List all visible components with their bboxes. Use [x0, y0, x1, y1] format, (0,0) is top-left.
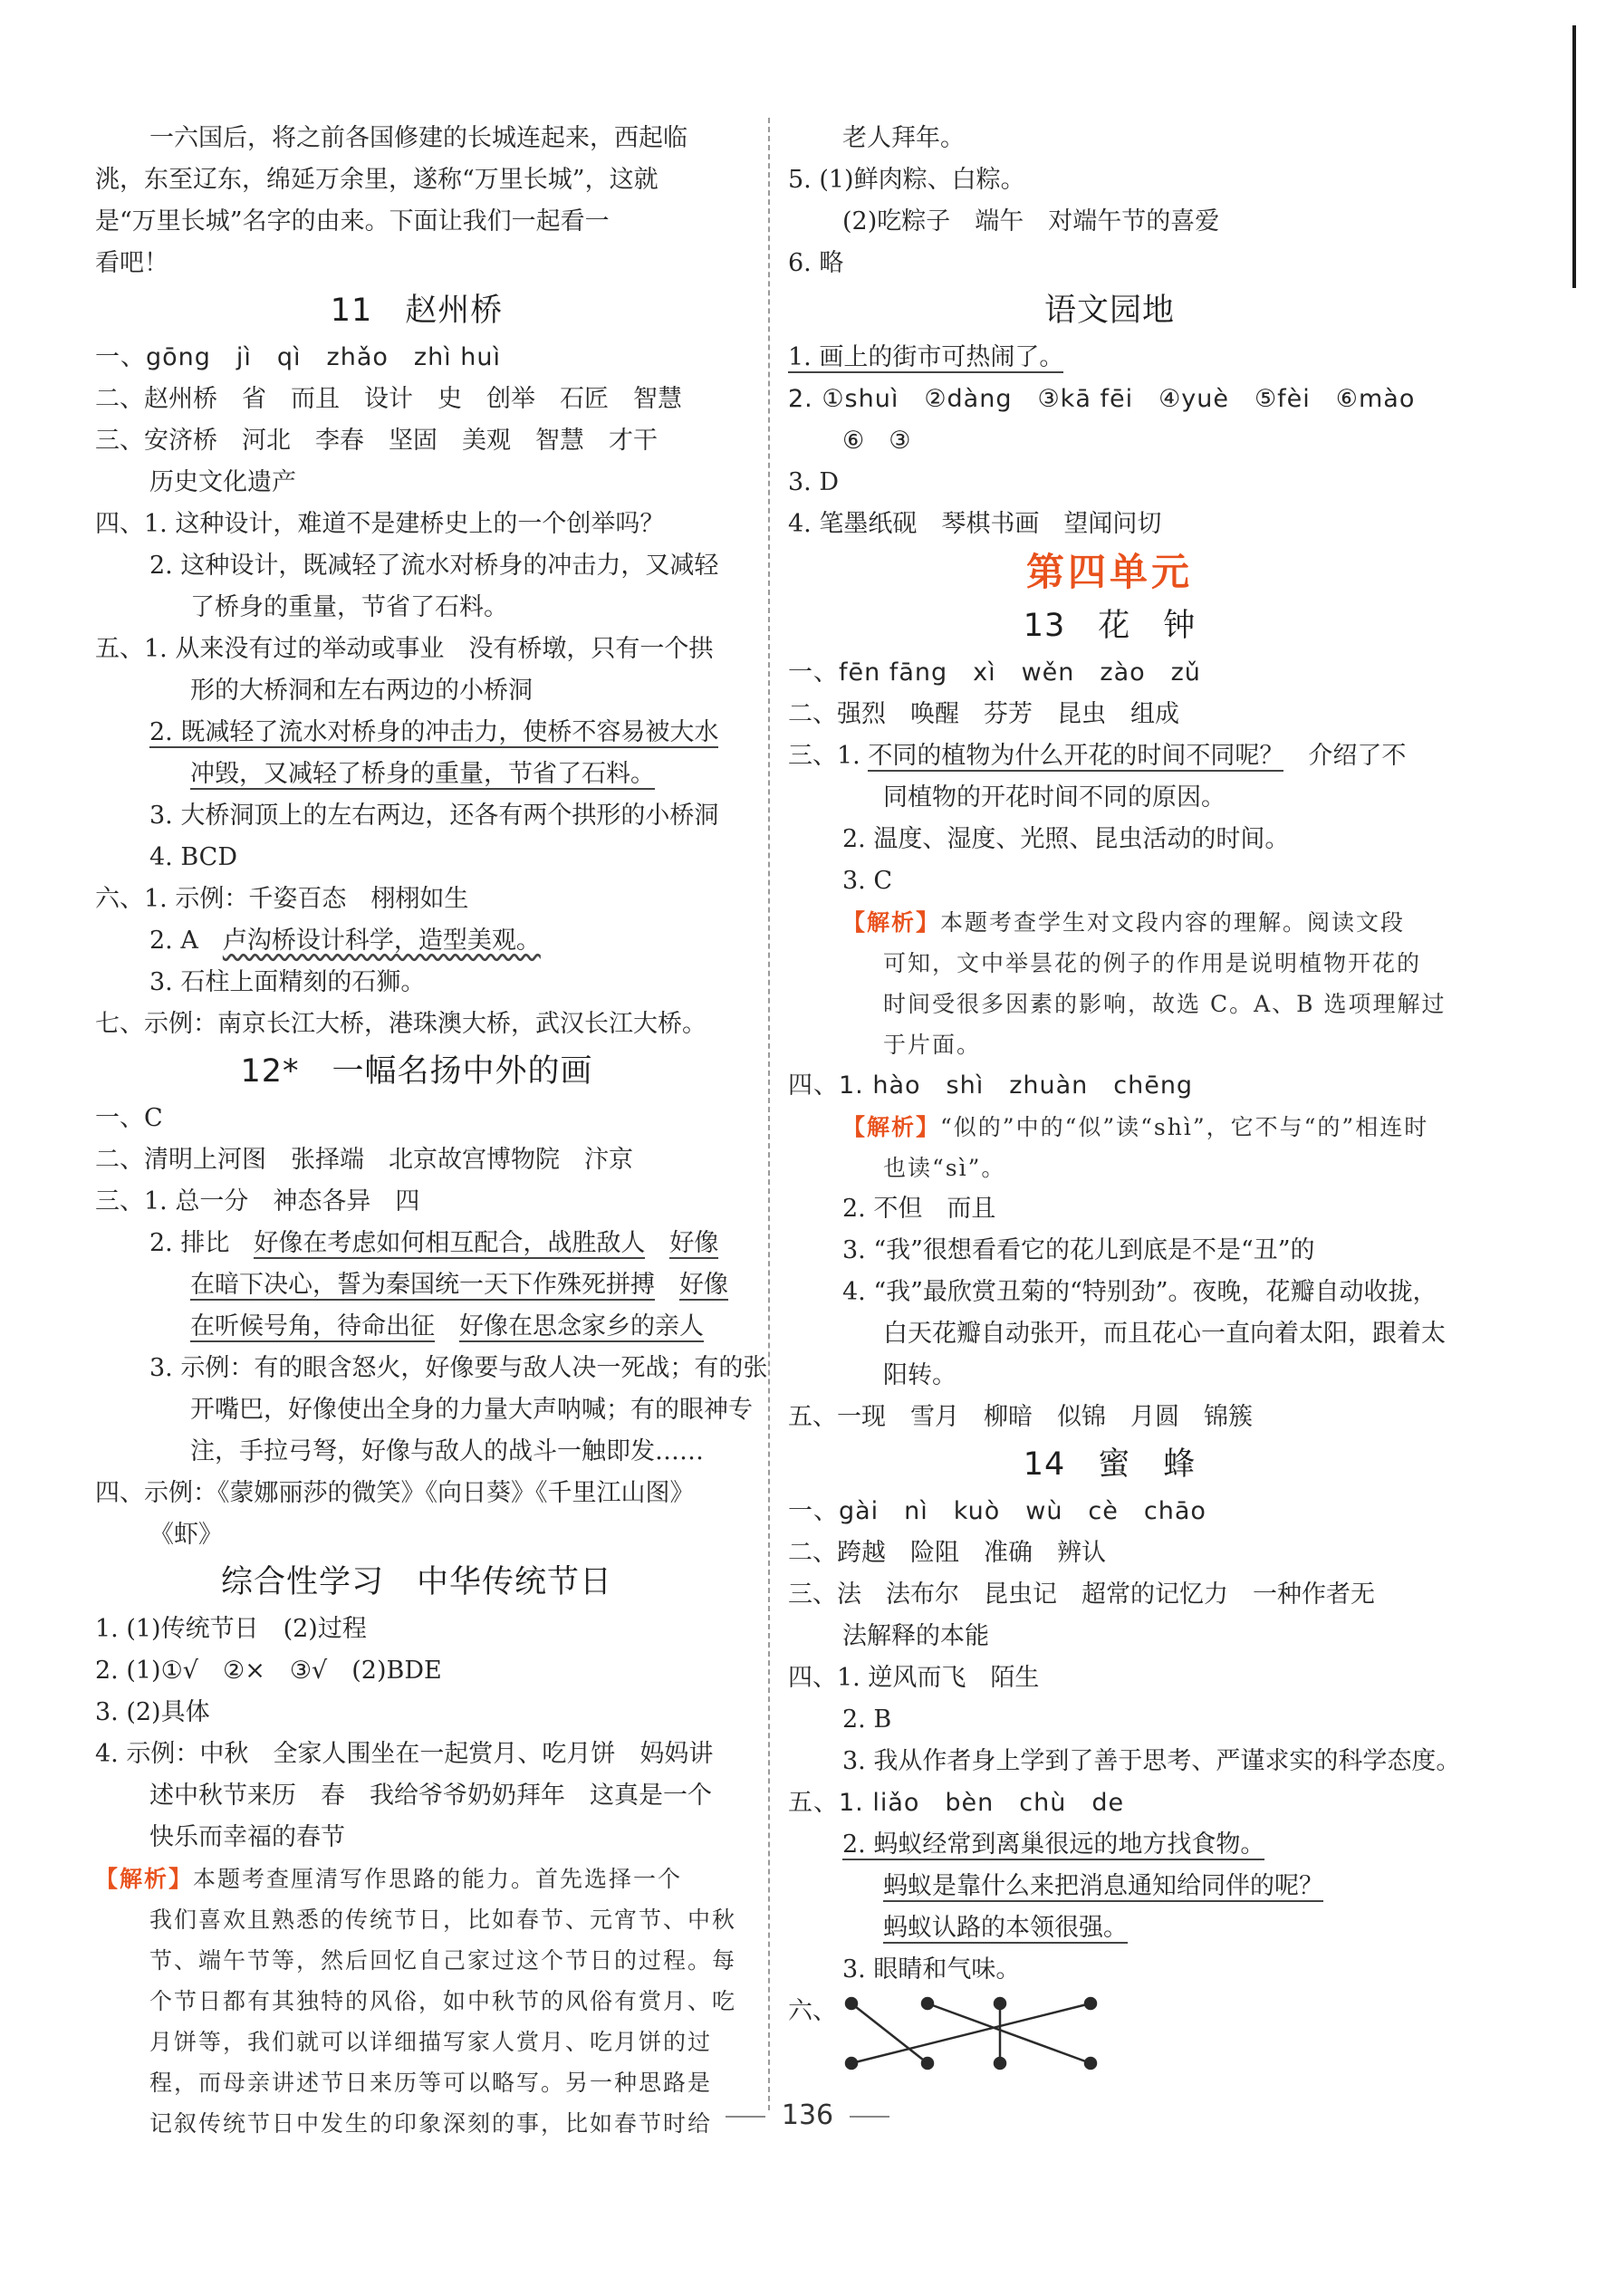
- l12-q3-2c: [95, 1306, 738, 1348]
- l11-q5-2b: [95, 754, 738, 795]
- underlined-answer: 好像在思念家乡的亲人: [459, 1312, 704, 1340]
- underlined-answer: 好像: [679, 1271, 728, 1299]
- l12-q1: 一、C: [95, 1104, 163, 1132]
- left-column: [95, 118, 768, 2144]
- analysis-text: 本题考查学生对文段内容的理解。阅读文段: [940, 909, 1406, 936]
- l14-q5-2b: [788, 1866, 1431, 1907]
- comp-analysis-line: 程，而母亲讲述节日来历等可以略写。另一种思路是: [149, 2070, 713, 2096]
- l13-q4-1: 四、1. hào shì zhuàn chēng: [788, 1071, 1194, 1100]
- yw-q2: 2. ①shuì ②dàng ③kā fēi ④yuè ⑤fèi ⑥mào: [788, 385, 1416, 413]
- lesson-11-title: 11 赵州桥: [330, 293, 504, 329]
- comp-analysis-line: 月饼等，我们就可以详细描写家人赏月、吃月饼的过: [149, 2029, 713, 2055]
- r-q5-1: 5. (1)鲜肉粽、白粽。: [788, 166, 1025, 194]
- analysis-tag: 【解析】: [95, 1866, 194, 1892]
- l14-q5-3: 3. 眼睛和气味。: [842, 1955, 1021, 1984]
- r-q6: 6. 略: [788, 249, 844, 277]
- l14-q2: 二、跨越 险阻 准确 辨认: [788, 1539, 1106, 1567]
- matching-dot: [922, 2058, 933, 2069]
- underlined-answer: 不同的植物为什么开花的时间不同呢？: [868, 742, 1284, 770]
- q6-2-label: 2. A: [149, 927, 223, 955]
- l14-q4-2: 2. B: [842, 1705, 892, 1734]
- analysis-text: “似的”中的“似”读“shì”，它不与“的”相连时: [940, 1114, 1429, 1140]
- comp-analysis-line: [95, 1859, 738, 1899]
- comp-q2: 2. (1)①√ ②× ③√ (2)BDE: [95, 1657, 442, 1685]
- l13-q5: 五、一现 雪月 柳暗 似锦 月圆 锦簇: [788, 1403, 1253, 1431]
- page-number-footer: [0, 2099, 1615, 2131]
- l13-q2: 二、强烈 唤醒 芬芳 昆虫 组成: [788, 700, 1179, 728]
- l14-q5-2c: [788, 1907, 1431, 1949]
- l11-q5-1a: 五、1. 从来没有过的举动或事业 没有桥墩，只有一个拱: [95, 635, 714, 663]
- yw-q3: 3. D: [788, 468, 839, 496]
- comp-q1: 1. (1)传统节日 (2)过程: [95, 1615, 367, 1643]
- l11-q6-1: 六、1. 示例：千姿百态 栩栩如生: [95, 885, 469, 913]
- l13-q3-1: [788, 735, 1431, 777]
- lesson-12-title: 12* 一幅名扬中外的画: [240, 1053, 593, 1090]
- matching-dot: [1085, 1998, 1096, 2009]
- comp-q4c: 快乐而幸福的春节: [149, 1823, 345, 1851]
- unit-four-title: 第四单元: [1025, 550, 1193, 594]
- l12-q3-2a: [95, 1223, 738, 1264]
- l12-q3-2b: [95, 1264, 738, 1306]
- underlined-answer: 1. 画上的街市可热闹了。: [788, 343, 1064, 371]
- q3-2-label: 2. 排比: [149, 1229, 255, 1257]
- comp-q4b: 述中秋节来历 春 我给爷爷奶奶拜年 这真是一个: [149, 1782, 712, 1810]
- comp-analysis-line: 节、端午节等，然后回忆自己家过这个节日的过程。每: [149, 1947, 737, 1974]
- analysis-tag: 【解析】: [842, 1114, 941, 1140]
- underlined-answer: 蚂蚁认路的本领很强。: [883, 1914, 1128, 1942]
- wavy-underlined-answer: 卢沟桥设计科学，造型美观。: [222, 927, 541, 955]
- l14-q5-2a: [788, 1824, 1431, 1866]
- l13-analysis2-line: 也读“sì”。: [883, 1155, 1006, 1181]
- l11-q6-2: [95, 920, 738, 962]
- l13-analysis-line: 可知，文中举昙花的例子的作用是说明植物开花的: [883, 950, 1422, 976]
- underlined-answer: 好像: [669, 1229, 719, 1257]
- l11-q5-1b: 形的大桥洞和左右两边的小桥洞: [190, 677, 533, 705]
- l13-analysis2-line: [788, 1107, 1431, 1148]
- l13-q1: 一、fēn fāng xì wěn zào zǔ: [788, 658, 1201, 687]
- matching-dot: [1085, 2058, 1096, 2069]
- l11-q6-3: 3. 石柱上面精刻的石狮。: [149, 968, 426, 996]
- l14-q5-1: 五、1. liǎo bèn chù de: [788, 1789, 1125, 1817]
- comprehensive-title: 综合性学习 中华传统节日: [220, 1564, 612, 1600]
- footer-dash: [850, 2116, 889, 2118]
- matching-lines-diagram: [837, 1991, 1109, 2072]
- yw-q4: 4. 笔墨纸砚 琴棋书画 望闻问切: [788, 510, 1162, 538]
- l14-q4-3: 3. 我从作者身上学到了善于思考、严谨求实的科学态度。: [842, 1747, 1461, 1775]
- matching-dot: [922, 1998, 933, 2009]
- yw-q2b: ⑥ ③: [842, 427, 911, 455]
- l12-q3-3a: 3. 示例：有的眼含怒火，好像要与敌人决一死战；有的张: [149, 1354, 768, 1382]
- l12-q3-3c: 注，手拉弓弩，好像与敌人的战斗一触即发……: [190, 1437, 704, 1465]
- l11-q5-3: 3. 大桥洞顶上的左右两边，还各有两个拱形的小桥洞: [149, 802, 719, 830]
- lesson-14-title: 14 蜜 蜂: [1023, 1446, 1197, 1483]
- matching-dot: [846, 1998, 857, 2009]
- l14-q6-matching: [788, 1991, 1431, 2072]
- lesson-13-title: 13 花 钟: [1023, 608, 1197, 644]
- page-number: 136: [781, 2099, 834, 2131]
- q3-1-rest: 介绍了不: [1283, 742, 1407, 770]
- l13-q4-4a: 4. “我”最欣赏丑菊的“特别劲”。夜晚，花瓣自动收拢，: [842, 1278, 1437, 1306]
- l11-q1: 一、gōng jì qì zhǎo zhì huì: [95, 343, 501, 371]
- l13-q3-3: 3. C: [842, 867, 893, 895]
- l13-q4-4b: 白天花瓣自动张开，而且花心一直向着太阳，跟着太: [883, 1320, 1446, 1348]
- underlined-answer: 2. 蚂蚁经常到离巢很远的地方找食物。: [842, 1830, 1265, 1859]
- l13-q3-2: 2. 温度、湿度、光照、昆虫活动的时间。: [842, 825, 1290, 853]
- cont-line: 老人拜年。: [842, 124, 965, 152]
- underlined-answer: 好像在考虑如何相互配合，战胜敌人: [254, 1229, 646, 1257]
- matching-dot: [995, 2058, 1005, 2069]
- yuwen-yuandi-title: 语文园地: [1043, 293, 1175, 329]
- comp-analysis-line: 我们喜欢且熟悉的传统节日，比如春节、元宵节、中秋: [149, 1907, 737, 1933]
- matching-dot: [846, 2058, 857, 2069]
- l14-q1: 一、gài nì kuò wù cè chāo: [788, 1497, 1206, 1525]
- r-q5-2: (2)吃粽子 端午 对端午节的喜爱: [842, 207, 1220, 235]
- underlined-answer: 在听候号角，待命出征: [190, 1312, 435, 1340]
- intro-line: 看吧！: [95, 249, 168, 277]
- intro-line: 一六国后，将之前各国修建的长城连起来，西起临: [149, 124, 687, 152]
- intro-line: 是“万里长城”名字的由来。下面让我们一起看一: [95, 207, 610, 235]
- matching-dot: [995, 1998, 1005, 2009]
- l11-q4-1: 四、1. 这种设计，难道不是建桥史上的一个创举吗？: [95, 510, 665, 538]
- page-edge-rule: [1572, 25, 1576, 288]
- l14-q3a: 三、法 法布尔 昆虫记 超常的记忆力 一种作者无: [788, 1580, 1375, 1609]
- column-divider: [768, 118, 770, 2110]
- l11-q3b: 历史文化遗产: [149, 468, 296, 496]
- l13-q4-2: 2. 不但 而且: [842, 1195, 996, 1223]
- right-column: [788, 118, 1461, 2072]
- comp-q3: 3. (2)具体: [95, 1698, 210, 1726]
- analysis-text: 本题考查厘清写作思路的能力。首先选择一个: [193, 1866, 683, 1892]
- underlined-answer: 冲毁，又减轻了桥身的重量，节省了石料。: [190, 760, 655, 788]
- comp-analysis-line: 记叙传统节日中发生的印象深刻的事，比如春节时给: [149, 2110, 713, 2137]
- l13-analysis-line: 于片面。: [883, 1032, 982, 1058]
- l11-q3a: 三、安济桥 河北 李春 坚固 美观 智慧 才干: [95, 427, 658, 455]
- underlined-answer: 2. 既减轻了流水对桥身的冲击力，使桥不容易被大水: [149, 718, 719, 746]
- matching-line: [851, 2003, 1091, 2063]
- l11-q5-2a: [95, 712, 738, 754]
- l11-q5-4: 4. BCD: [149, 843, 237, 871]
- underlined-answer: 蚂蚁是靠什么来把消息通知给同伴的呢？: [883, 1872, 1323, 1900]
- l11-q4-2a: 2. 这种设计，既减轻了流水对桥身的冲击力，又减轻: [149, 552, 719, 580]
- l13-q3-1b: 同植物的开花时间不同的原因。: [883, 783, 1226, 812]
- l12-q4a: 四、示例：《蒙娜丽莎的微笑》《向日葵》《千里江山图》: [95, 1479, 695, 1507]
- underlined-answer: 在暗下决心，誓为秦国统一天下作殊死拼搏: [190, 1271, 655, 1299]
- l12-q4b: 《虾》: [149, 1521, 223, 1549]
- q3-1-label: 三、1.: [788, 742, 869, 770]
- l14-q4-1: 四、1. 逆风而飞 陌生: [788, 1664, 1040, 1692]
- comp-analysis-line: 个节日都有其独特的风俗，如中秋节的风俗有赏月、吃: [149, 1988, 737, 2014]
- matching-line: [928, 2003, 1091, 2063]
- l13-analysis-line: [788, 902, 1431, 943]
- l11-q2: 二、赵州桥 省 而且 设计 史 创举 石匠 智慧: [95, 385, 682, 413]
- l13-analysis-line: 时间受很多因素的影响，故选 C。A、B 选项理解过: [883, 991, 1447, 1017]
- comp-q4a: 4. 示例：中秋 全家人围坐在一起赏月、吃月饼 妈妈讲: [95, 1740, 714, 1768]
- l12-q2: 二、清明上河图 张择端 北京故宫博物院 汴京: [95, 1146, 633, 1174]
- l13-q4-3: 3. “我”很想看看它的花儿到底是不是“丑”的: [842, 1236, 1315, 1264]
- l11-q4-2b: 了桥身的重量，节省了石料。: [190, 593, 508, 621]
- l12-q3-3b: 开嘴巴，好像使出全身的力量大声呐喊；有的眼神专: [190, 1396, 753, 1424]
- l11-q7: 七、示例：南京长江大桥，港珠澳大桥，武汉长江大桥。: [95, 1010, 707, 1038]
- yw-q1: [788, 337, 1431, 379]
- intro-line: 洮，东至辽东，绵延万余里，遂称“万里长城”，这就: [95, 166, 658, 194]
- l12-q3-1: 三、1. 总一分 神态各异 四: [95, 1187, 420, 1215]
- footer-dash: [726, 2116, 765, 2118]
- analysis-tag: 【解析】: [842, 909, 941, 936]
- l14-q3b: 法解释的本能: [842, 1622, 989, 1650]
- l14-q6-label: 六、: [788, 1997, 837, 2025]
- l13-q4-4c: 阳转。: [883, 1361, 957, 1389]
